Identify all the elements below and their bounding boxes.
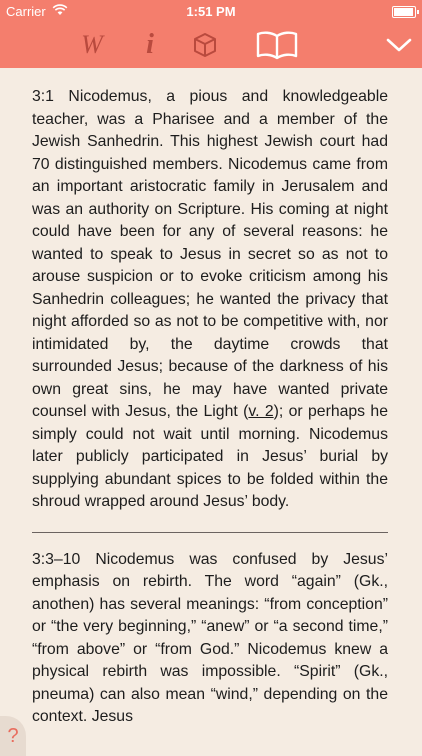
word-study-button[interactable]: W xyxy=(81,30,103,59)
note-text: 3:1 Nicodemus, a pious and knowledgeable teacher, was a Pharisee and a member of the Jewish Sanhedrin. This highest Jewish court had 70 distinguished members. Nicodemus came from an important aristocratic family in Jerusalem and was an authority on Scripture. His coming at night could have been for any of several reasons: he wanted to speak to Jesus in secret so as not to arouse suspicion or to evoke criticism among his Sanhedrin colleagues; he wanted the privacy that night afforded so as not to be competitive with, nor intimidated by, the daytime crowds that surrounded Jesus; because of the darkness of his own great sins, he may have wanted private counsel with Jesus, the Light ( xyxy=(32,88,388,420)
study-notes xyxy=(32,86,388,729)
carrier-label: Carrier xyxy=(6,4,46,19)
battery-icon xyxy=(392,6,416,18)
open-book-icon[interactable] xyxy=(254,22,300,68)
status-time: 1:51 PM xyxy=(186,4,236,19)
cube-icon[interactable] xyxy=(182,22,228,68)
divider xyxy=(32,532,388,533)
info-button[interactable]: i xyxy=(146,29,154,60)
verse-reference-link[interactable]: v. 2 xyxy=(248,403,274,420)
toolbar xyxy=(0,22,422,68)
chevron-down-icon[interactable] xyxy=(376,22,422,68)
help-button[interactable]: ? xyxy=(0,716,26,756)
note-text: ); or perhaps he simply could not wait until morning. Nicodemus later publicly participated in Jesus’ burial by supplying abundant spices to be folded within the shroud wrapped around Jesus’ body. xyxy=(32,403,388,510)
study-note: 3:3–10 Nicodemus was confused by Jesus’ emphasis on rebirth. The word “again” (Gk., anothen) has several meanings: “from conception” or “the very beginning,” “anew” or “a second time,” “from above” or “from God.” Nicodemus knew a physical rebirth was impossible. “Spirit” (Gk., pneuma) can also mean “wind,” depending on the context. Jesus xyxy=(32,550,388,725)
status-bar xyxy=(0,0,422,22)
study-note xyxy=(32,86,388,514)
